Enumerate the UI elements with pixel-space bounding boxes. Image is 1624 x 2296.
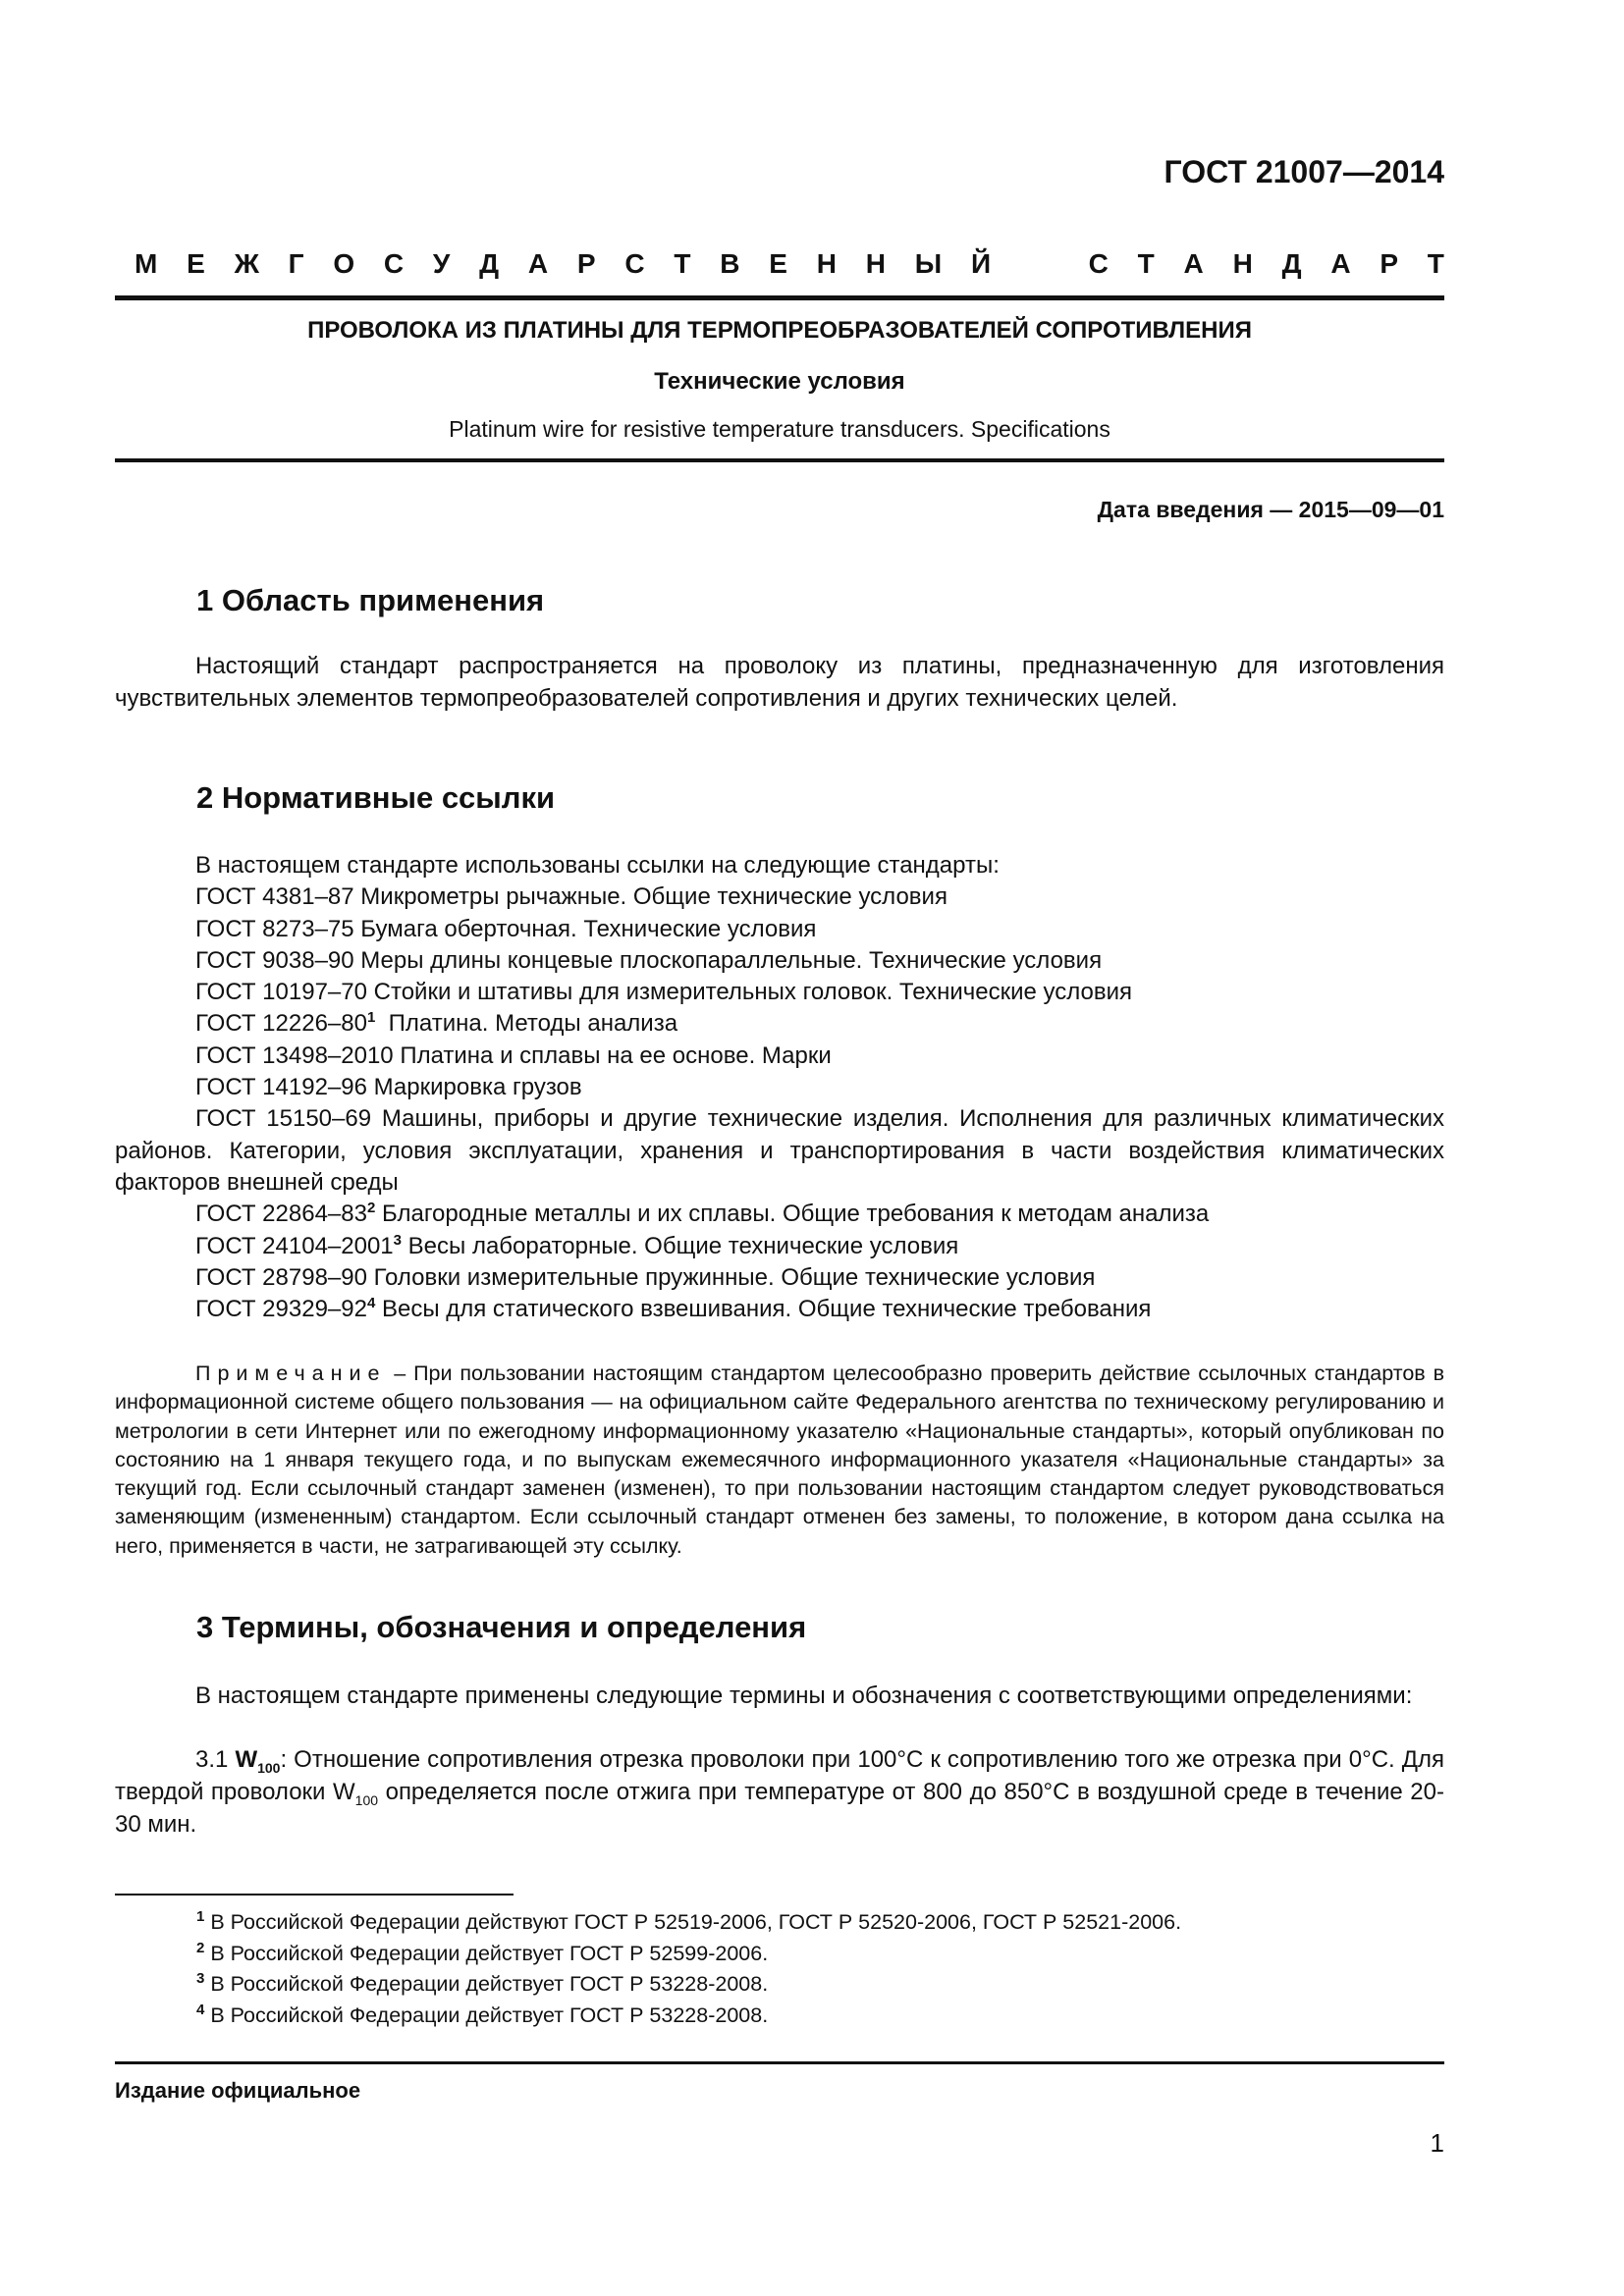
reference-title: Меры длины концевые плоскопараллельные. Технические условия [360,946,1103,974]
reference-title: Платина и сплавы на ее основе. Марки [400,1041,832,1069]
reference-code: ГОСТ 22864–83 [195,1201,367,1228]
footnote-item [196,1907,1181,1939]
reference-item [115,1072,1444,1103]
heading-letter: Ж [234,248,259,279]
heading-letter: Т [674,248,691,279]
standard-type-heading [135,248,1444,280]
footer-rule [115,2061,1444,2064]
reference-code: ГОСТ 24104–2001 [195,1232,394,1259]
reference-code: ГОСТ 12226–80 [195,1010,367,1038]
reference-title: Микрометры рычажные. Общие технические условия [360,883,947,911]
reference-title: Бумага оберточная. Технические условия [360,915,817,942]
term-definition [115,1743,1444,1841]
note-label: Примечание [195,1362,387,1385]
reference-code: ГОСТ 10197–70 [195,979,367,1006]
heading-letter: Й [970,248,992,279]
footnote-item [196,2001,1181,2032]
heading-letter: Ы [914,248,943,279]
footnote-marker: 3 [393,1231,402,1249]
reference-code: ГОСТ 15150–69 [195,1105,372,1133]
reference-item [115,1041,1444,1072]
reference-item [115,945,1444,977]
heading-letter: А [527,248,549,279]
reference-item [115,881,1444,913]
reference-item [115,1231,1444,1262]
footnote-marker: 2 [366,1200,376,1217]
references-intro: В настоящем стандарте использованы ссылки на следующие стандарты: [195,852,1000,879]
heading-letter: О [333,248,355,279]
heading-letter: Т [1137,248,1155,279]
heading-letter: Е [769,248,787,279]
term-def-2: определяется после отжига при температуре от 800 до 850°С в воздушной среде в течение 20-30 мин. [115,1779,1444,1838]
section-3-heading: 3 Термины, обозначения и определения [196,1610,807,1644]
reference-code: ГОСТ 29329–92 [195,1296,367,1323]
note-text: – При пользовании настоящим стандартом целесообразно проверить действие ссылочных стандартов в информационной системе общего пользования — на официальном сайте Федерального агентства по техническому регулированию и метрологии в сети Интернет или по ежегодному информационному указателю «Национальные стандарты», который опубликован по состоянию на 1 января текущего года, и по выпускам ежемесячного информационного указателя «Национальные стандарты» за текущий год. Если ссылочный стандарт заменен (изменен), то при пользовании настоящим стандартом следует руководствоваться заменяющим (измененным) стандартом. Если ссылочный стандарт отменен без замены, то положение, в котором дана ссылка на него, применяется в части, не затрагивающей эту ссылку. [115,1362,1444,1558]
doc-subtitle: Технические условия [654,368,905,395]
footnote-number: 2 [196,1939,205,1956]
heading-letter: Г [288,248,304,279]
normative-references [115,850,1444,1325]
term-def-sub: 100 [354,1791,379,1808]
footnote-text: В Российской Федерации действует ГОСТ Р 52599-2006. [204,1941,769,1965]
section-1-text: Настоящий стандарт распространяется на проволоку из платины, предназначенную для изготовления чувствительных элементов термопреобразователей сопротивления и других технических целей. [115,653,1444,712]
section-3-intro: В настоящем стандарте применены следующие термины и обозначения с соответствующими определениями: [195,1682,1413,1709]
heading-letter: Т [1427,248,1444,279]
reference-title: Благородные металлы и их сплавы. Общие требования к методам анализа [381,1201,1210,1228]
section-2-heading: 2 Нормативные ссылки [196,780,556,815]
reference-code: ГОСТ 4381–87 [195,883,354,911]
reference-item [115,1262,1444,1294]
footnote-text: В Российской Федерации действуют ГОСТ Р 52519-2006, ГОСТ Р 52520-2006, ГОСТ Р 52521-2006. [204,1910,1182,1934]
heading-letter: В [720,248,740,279]
reference-list [115,881,1444,1325]
heading-letter: Д [1281,248,1302,279]
heading-letter: Н [816,248,837,279]
heading-letter: Р [576,248,596,279]
heading-letter: С [383,248,405,279]
footnote-item [196,1969,1181,2001]
footnote-text: В Российской Федерации действует ГОСТ Р 53228-2008. [204,2002,769,2027]
heading-letter: Е [187,248,205,279]
reference-code: ГОСТ 28798–90 [195,1263,367,1291]
heading-word-gap [1020,248,1059,280]
doc-title-english: Platinum wire for resistive temperature transducers. Specifications [449,416,1110,442]
reference-item [115,1103,1444,1199]
heading-letter: Н [1232,248,1253,279]
reference-item [115,977,1444,1008]
title-rule [115,458,1444,462]
reference-code: ГОСТ 14192–96 [195,1074,367,1101]
heading-letter: А [1330,248,1351,279]
reference-code: ГОСТ 8273–75 [195,915,354,942]
footnote-marker: 4 [366,1295,376,1312]
footnote-number: 3 [196,1969,205,1987]
reference-title: Платина. Методы анализа [388,1010,678,1038]
heading-letter: У [432,248,451,279]
heading-letter: М [135,248,158,279]
reference-title: Маркировка грузов [373,1074,582,1101]
footnote-text: В Российской Федерации действует ГОСТ Р 53228-2008. [204,1972,769,1996]
page-number: 1 [1430,2128,1444,2158]
reference-code: ГОСТ 9038–90 [195,946,354,974]
heading-letter: А [1183,248,1204,279]
heading-letter: Н [865,248,886,279]
heading-letter: Р [1380,248,1399,279]
footnote-item [196,1939,1181,1970]
edition-label: Издание официальное [115,2078,361,2103]
term-def-1: : Отношение сопротивления отрезка проволоки при 100°С к сопротивлению того же отрезка при 0°С. Для твердой проволоки W [115,1746,1445,1805]
reference-title: Головки измерительные пружинные. Общие технические условия [373,1263,1096,1291]
footnote-number: 4 [196,2001,205,2018]
reference-item [115,1008,1444,1040]
doc-title: ПРОВОЛОКА ИЗ ПЛАТИНЫ ДЛЯ ТЕРМОПРЕОБРАЗОВАТЕЛЕЙ СОПРОТИВЛЕНИЯ [307,317,1252,344]
heading-letter: С [624,248,645,279]
reference-item [115,914,1444,945]
heading-letter: С [1088,248,1109,279]
note [115,1360,1444,1561]
section-1-heading: 1 Область применения [196,583,545,617]
intro-date: Дата введения — 2015—09—01 [1097,497,1444,522]
reference-item [115,1199,1444,1230]
header-rule [115,295,1444,300]
footnote-number: 1 [196,1907,205,1925]
reference-code: ГОСТ 13498–2010 [195,1041,394,1069]
reference-title: Весы лабораторные. Общие технические условия [407,1232,959,1259]
footnotes [196,1907,1181,2031]
footnote-marker: 1 [366,1009,376,1027]
doc-number: ГОСТ 21007—2014 [1164,154,1444,189]
reference-title: Весы для статического взвешивания. Общие технические требования [381,1296,1152,1323]
term-symbol: $W_{100}$ [235,1746,281,1776]
heading-letter: Д [479,248,500,279]
footnote-rule [115,1894,514,1896]
reference-item [115,1294,1444,1325]
term-number: 3.1 [195,1746,229,1773]
reference-title: Стойки и штативы для измерительных головок. Технические условия [373,979,1132,1006]
reference-title: Машины, приборы и другие технические изделия. Исполнения для различных климатических районов. Категории, условия эксплуатации, хранения и транспортирования в части воздействия климатических факторов внешней среды [115,1105,1445,1196]
